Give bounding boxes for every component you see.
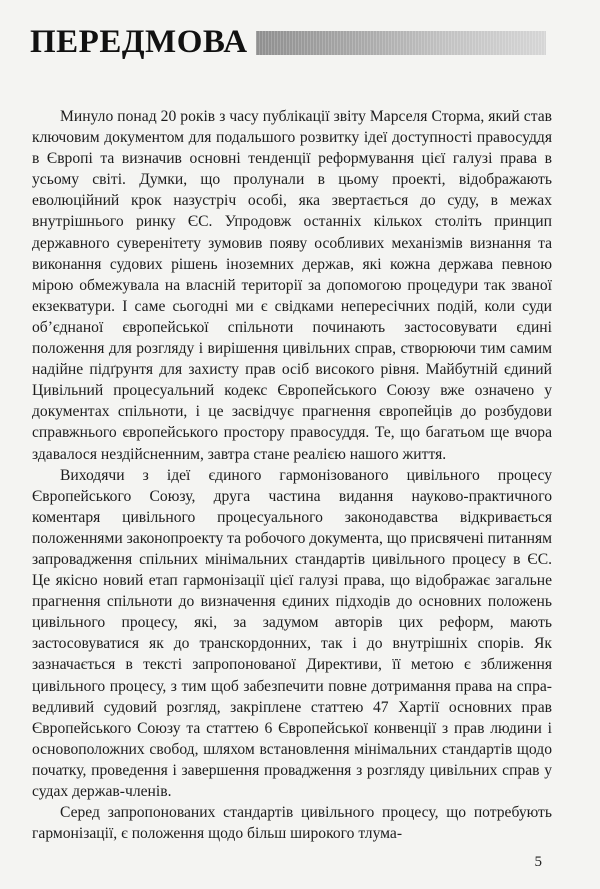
paragraph: Серед запропонованих стандартів цивільного процесу, що потребують гармонізації, є положення щодо більш широкого тлума- xyxy=(32,804,552,843)
body-text xyxy=(32,106,552,844)
chapter-header xyxy=(30,22,546,62)
decorative-header-bar xyxy=(256,31,546,55)
chapter-title: ПЕРЕДМОВА xyxy=(30,24,248,60)
paragraph: Виходячи з ідеї єдиного гармонізованого цивільного процесу Європейського Союзу, друга частина видання науково-практичного коментаря цивільного процесуального законодавства відкривається положеннями законопроекту та робочого документа, що присвячені питанням запровадження спільних мінімальних стандартів цивільного процесу в ЄС. Це якісно новий етап гармонізації цієї галузі права, що відображає загальне прагнення спільноти до визначення єдиних підходів до основних положень цивільного процесу, які, за задумом авторів цих реформ, мають застосовуватися як до транскордонних, так і до внутрішніх спорів. Як зазначається в тексті запропонованої Директиви, її метою є зближення цивільного процесу, з тим щоб забезпечити повне дотримання права на справедливий судовий розгляд, закріплене статтею 47 Хартії основних прав Європейського Союзу та статтею 6 Європейської конвенції з прав людини і основоположних свобод, шляхом встановлення мінімальних стандартів щодо початку, проведення і завершення провадження з розгляду цивільних справ у судах держав-членів. xyxy=(32,466,552,800)
paragraph: Минуло понад 20 років з часу публікації звіту Марселя Сторма, який став ключовим документом для подальшого розвитку ідеї доступності правосуддя в Європі та визначив основні тенденції реформування цієї галузі права в усьому світі. Думки, що пролунали в цьому проекті, відображають еволюційний крок назустріч особі, яка звертається до суду, в межах внутрішнього ринку ЄС. Упродовж останніх кількох століть принцип державного суверенітету зумовив появу особливих механізмів визнання та виконання судових рішень іноземних держав, які кожна держава певною мірою обмежувала на власній території за допомогою процедури так званої екзекватури. І саме сьогодні ми є свідками непересічних подій, коли суди об’єднаної європейської спільноти починають застосовувати єдині положення для розгляду і вирішення цивільних справ, створюючи тим самим надійне підґрунтя для захисту прав осіб високого рівня. Майбутній єдиний Цивільний процесуальний кодекс Європейського Союзу вже означено у документах спільноти, і це засвідчує прагнення європейців до розбудови справжнього європейського простору правосуддя. Те, що багатьом ще вчора здавалося нездійсненним, завтра стане реалією нашого життя. xyxy=(32,108,552,463)
page-number: 5 xyxy=(534,854,542,870)
